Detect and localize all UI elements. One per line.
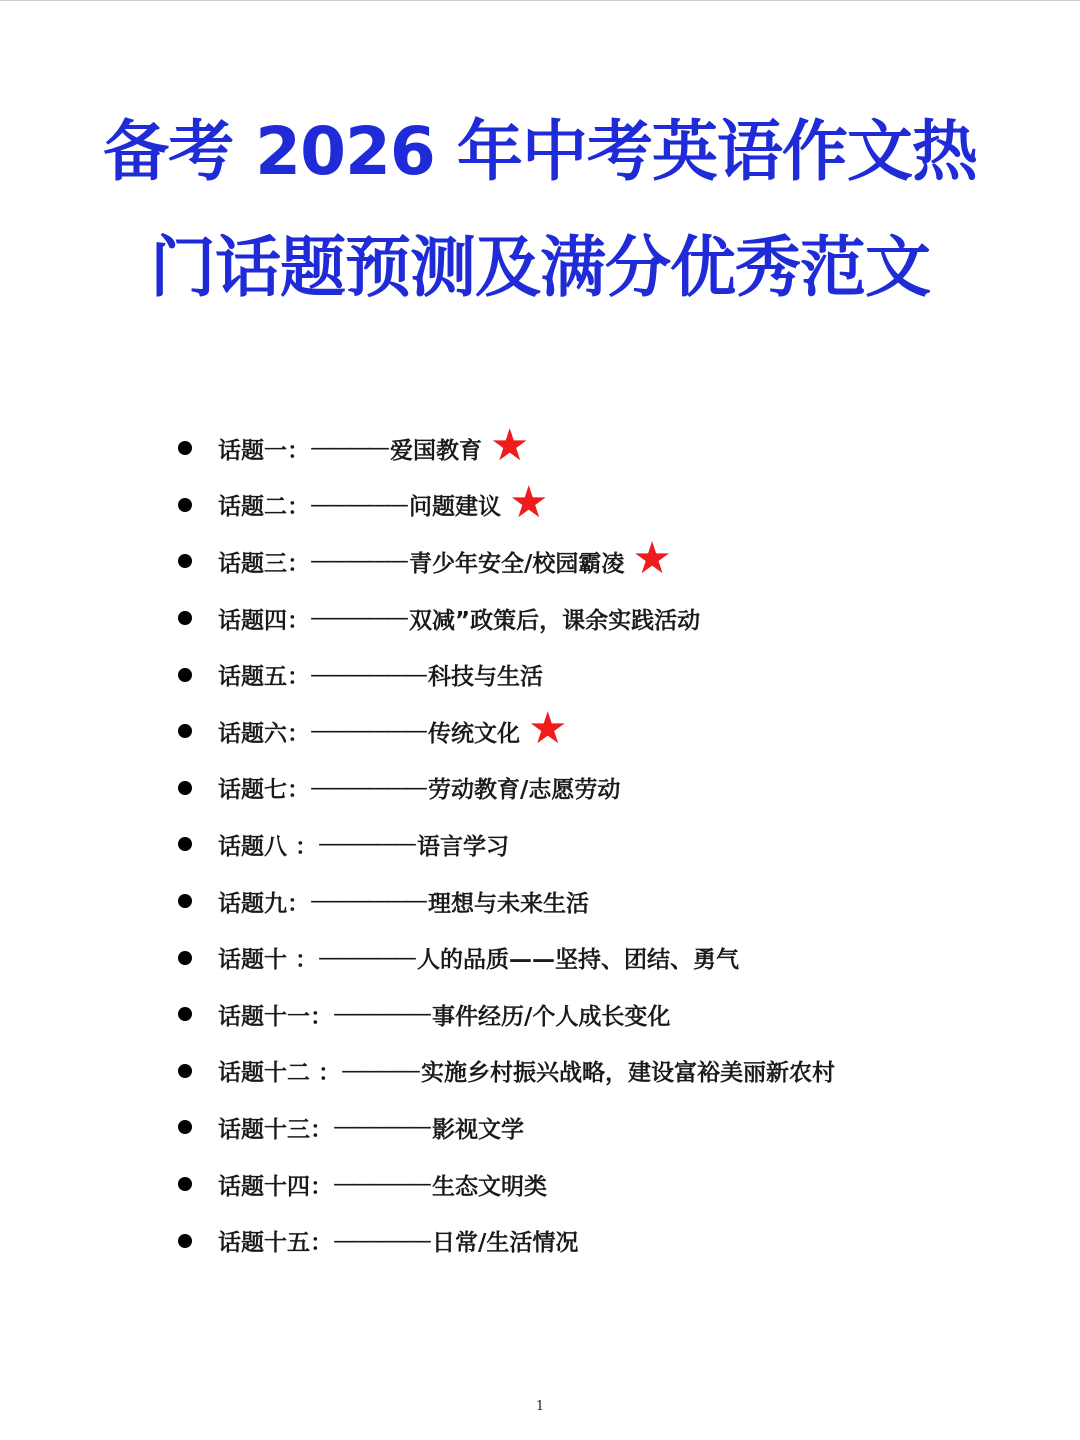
bullet-icon [178, 1120, 192, 1134]
topic-dash-separator: ———— [341, 1057, 418, 1084]
red-star-icon: ★ [632, 533, 672, 585]
top-border-line [0, 0, 1080, 1]
topic-item [178, 1043, 1058, 1100]
topic-item [178, 816, 1058, 873]
topic-item [178, 1156, 1058, 1213]
topic-item [178, 477, 1058, 534]
topic-text: 日常/生活情况 [432, 1230, 579, 1257]
topic-text: 语言学习 [417, 833, 510, 860]
topic-label: 话题六： [218, 720, 310, 747]
topic-dash-separator: ————— [310, 548, 405, 575]
topic-label: 话题十四： [218, 1173, 333, 1200]
topic-dash-separator: ————— [333, 1114, 428, 1141]
topic-item [178, 646, 1058, 703]
topic-dash-separator: —————— [310, 774, 424, 801]
topic-label: 话题四： [218, 607, 310, 634]
topic-dash-separator: —————— [310, 718, 424, 745]
topic-dash-separator: ————— [333, 1227, 428, 1254]
bullet-icon [178, 1064, 192, 1078]
topic-item [178, 873, 1058, 930]
topic-item [178, 760, 1058, 817]
red-star-icon: ★ [490, 420, 530, 472]
topic-item [178, 590, 1058, 647]
bullet-icon [178, 951, 192, 965]
page-number: 1 [535, 1399, 545, 1414]
topic-text: 影视文学 [432, 1116, 524, 1143]
document-title-line-2: 门话题预测及满分优秀范文 [150, 229, 930, 306]
topic-label: 话题十三： [218, 1116, 333, 1143]
bullet-icon [178, 1177, 192, 1191]
topic-dash-separator: ———— [310, 435, 386, 462]
topic-label: 话题八 ： [218, 833, 319, 860]
topic-text: 科技与生活 [428, 664, 543, 691]
topic-text: 青少年安全/校园霸凌 [409, 550, 625, 577]
bullet-icon [178, 894, 192, 908]
topic-text: 双减”政策后，课余实践活动 [409, 607, 701, 634]
topic-dash-separator: ————— [310, 605, 405, 632]
bullet-icon [178, 724, 192, 738]
bullet-icon [178, 837, 192, 851]
topic-text: 事件经历/个人成长变化 [432, 1003, 671, 1030]
topic-label: 话题三： [218, 550, 310, 577]
topic-dash-separator: —————— [310, 888, 424, 915]
topic-text: 问题建议 [409, 494, 501, 521]
topic-text: 劳动教育/志愿劳动 [428, 777, 621, 804]
bullet-icon [178, 668, 192, 682]
topic-label: 话题七： [218, 777, 310, 804]
red-star-icon: ★ [509, 476, 549, 528]
topic-label: 话题十 ： [218, 947, 319, 974]
topic-label: 话题二： [218, 494, 310, 521]
bullet-icon [178, 498, 192, 512]
topic-dash-separator: ————— [318, 831, 414, 858]
topic-dash-separator: ————— [333, 1171, 428, 1198]
topic-dash-separator: ————— [333, 1001, 428, 1028]
topic-item [178, 703, 1058, 760]
bullet-icon [178, 781, 192, 795]
topic-text: 生态文明类 [432, 1173, 547, 1200]
topic-item [178, 1099, 1058, 1156]
topic-dash-separator: —————— [310, 661, 424, 688]
topic-label: 话题十五： [218, 1230, 333, 1257]
topic-label: 话题十二 ： [218, 1060, 342, 1087]
topic-item [178, 533, 1058, 590]
topic-label: 话题五： [218, 664, 310, 691]
topic-dash-separator: ————— [318, 944, 414, 971]
topic-item [178, 420, 1058, 477]
bullet-icon [178, 441, 192, 455]
topic-text: 理想与未来生活 [428, 890, 589, 917]
topic-item [178, 929, 1058, 986]
red-star-icon: ★ [528, 703, 568, 755]
topic-text: 实施乡村振兴战略，建设富裕美丽新农村 [421, 1060, 836, 1087]
topic-label: 话题一： [218, 437, 310, 464]
topic-text: 传统文化 [428, 720, 520, 747]
topic-text: 人的品质——坚持、团结、勇气 [417, 947, 740, 974]
topic-label: 话题九： [218, 890, 310, 917]
document-title-line-1: 备考 2026 年中考英语作文热 [103, 113, 977, 190]
bullet-icon [178, 1007, 192, 1021]
topic-item [178, 986, 1058, 1043]
bullet-icon [178, 611, 192, 625]
topic-label: 话题十一： [218, 1003, 333, 1030]
topic-text: 爱国教育 [390, 437, 482, 464]
topic-item [178, 1212, 1058, 1269]
topic-dash-separator: ————— [310, 491, 405, 518]
topic-list [178, 420, 1058, 1269]
bullet-icon [178, 1234, 192, 1248]
bullet-icon [178, 554, 192, 568]
